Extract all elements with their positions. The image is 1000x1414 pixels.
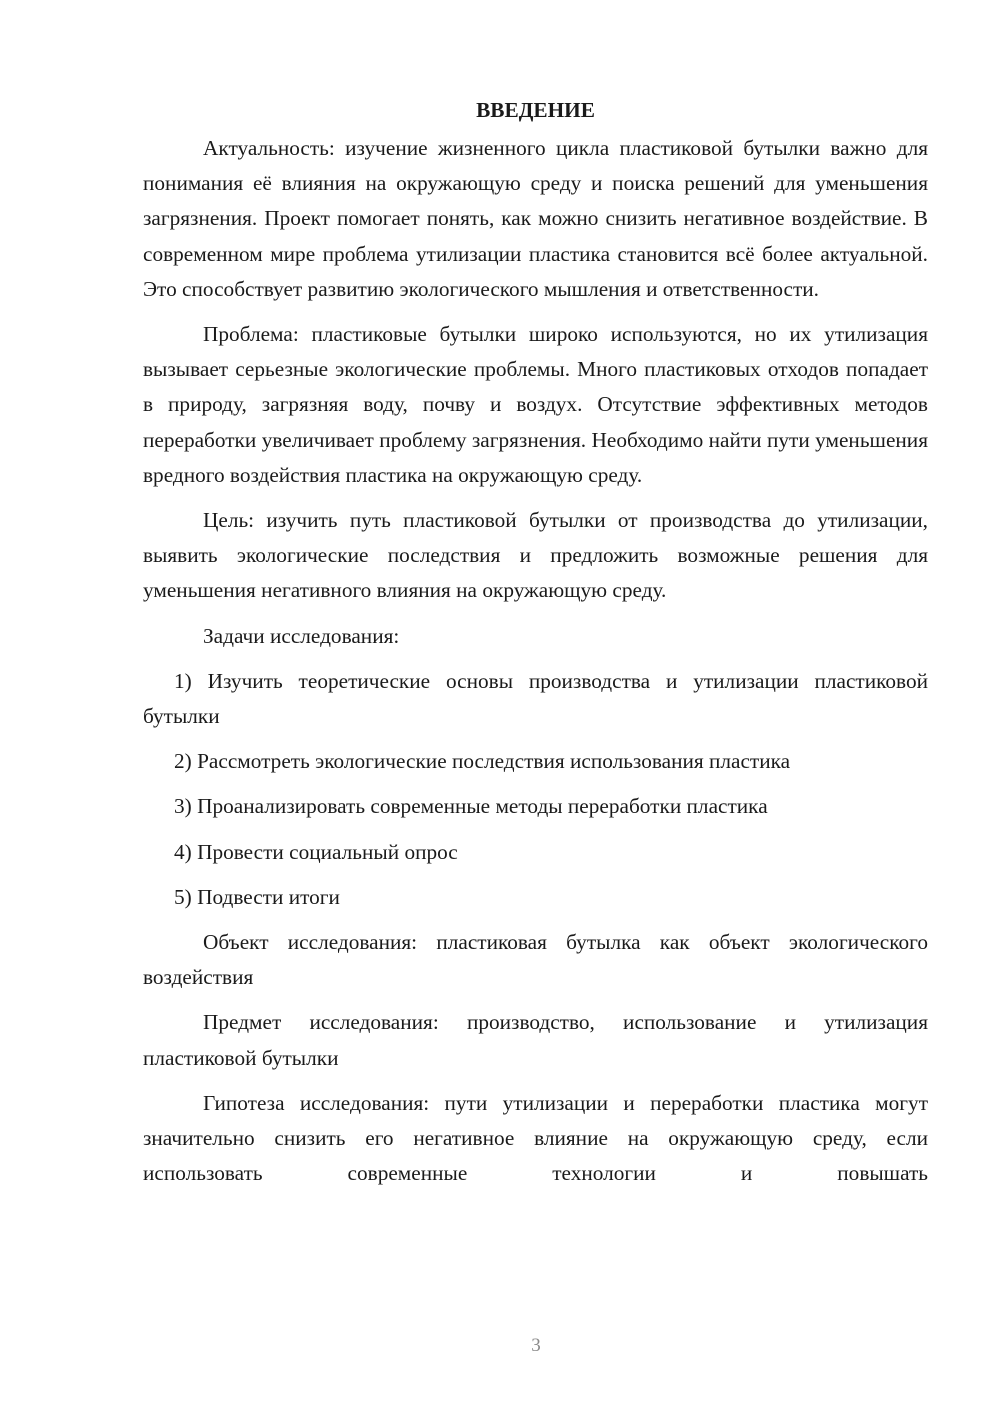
task-item-4: 4) Провести социальный опрос (174, 839, 458, 864)
paragraph-goal: Цель: изучить путь пластиковой бутылки от производства до утилизации, выявить экологические последствия и предложить возможные решения для уменьшения негативного влияния на окружающую среду. (143, 508, 928, 603)
page-number: 3 (531, 1335, 541, 1356)
task-item-5: 5) Подвести итоги (174, 884, 340, 909)
task-item-1: 1) Изучить теоретические основы производства и утилизации пластиковой бутылки (143, 668, 928, 729)
paragraph-relevance: Актуальность: изучение жизненного цикла пластиковой бутылки важно для понимания её влияния на окружающую среду и поиска решений для уменьшения загрязнения. Проект помогает понять, как можно снизить негативное воздействие. В современном мире проблема утилизации пластика становится всё более актуальной. Это способствует развитию экологического мышления и ответственности. (143, 136, 928, 301)
task-item-2: 2) Рассмотреть экологические последствия использования пластика (174, 749, 791, 774)
section-heading: ВВЕДЕНИЕ (476, 98, 595, 122)
page-content (143, 94, 928, 1191)
paragraph-object: Объект исследования: пластиковая бутылка как объект экологического воздействия (143, 930, 928, 990)
task-item-3: 3) Проанализировать современные методы переработки пластика (174, 794, 768, 819)
paragraph-hypothesis: Гипотеза исследования: пути утилизации и переработки пластика могут значительно снизить его негативное влияние на окружающую среду, если использовать современные технологии и повышать (143, 1090, 928, 1186)
paragraph-subject: Предмет исследования: производство, использование и утилизация пластиковой бутылки (143, 1010, 928, 1070)
paragraph-problem: Проблема: пластиковые бутылки широко используются, но их утилизация вызывает серьезные экологические проблемы. Много пластиковых отходов попадает в природу, загрязняя воду, почву и воздух. Отсутствие эффективных методов переработки увеличивает проблему загрязнения. Необходимо найти пути уменьшения вредного воздействия пластика на окружающую среду. (143, 322, 928, 487)
tasks-title: Задачи исследования: (203, 623, 400, 648)
